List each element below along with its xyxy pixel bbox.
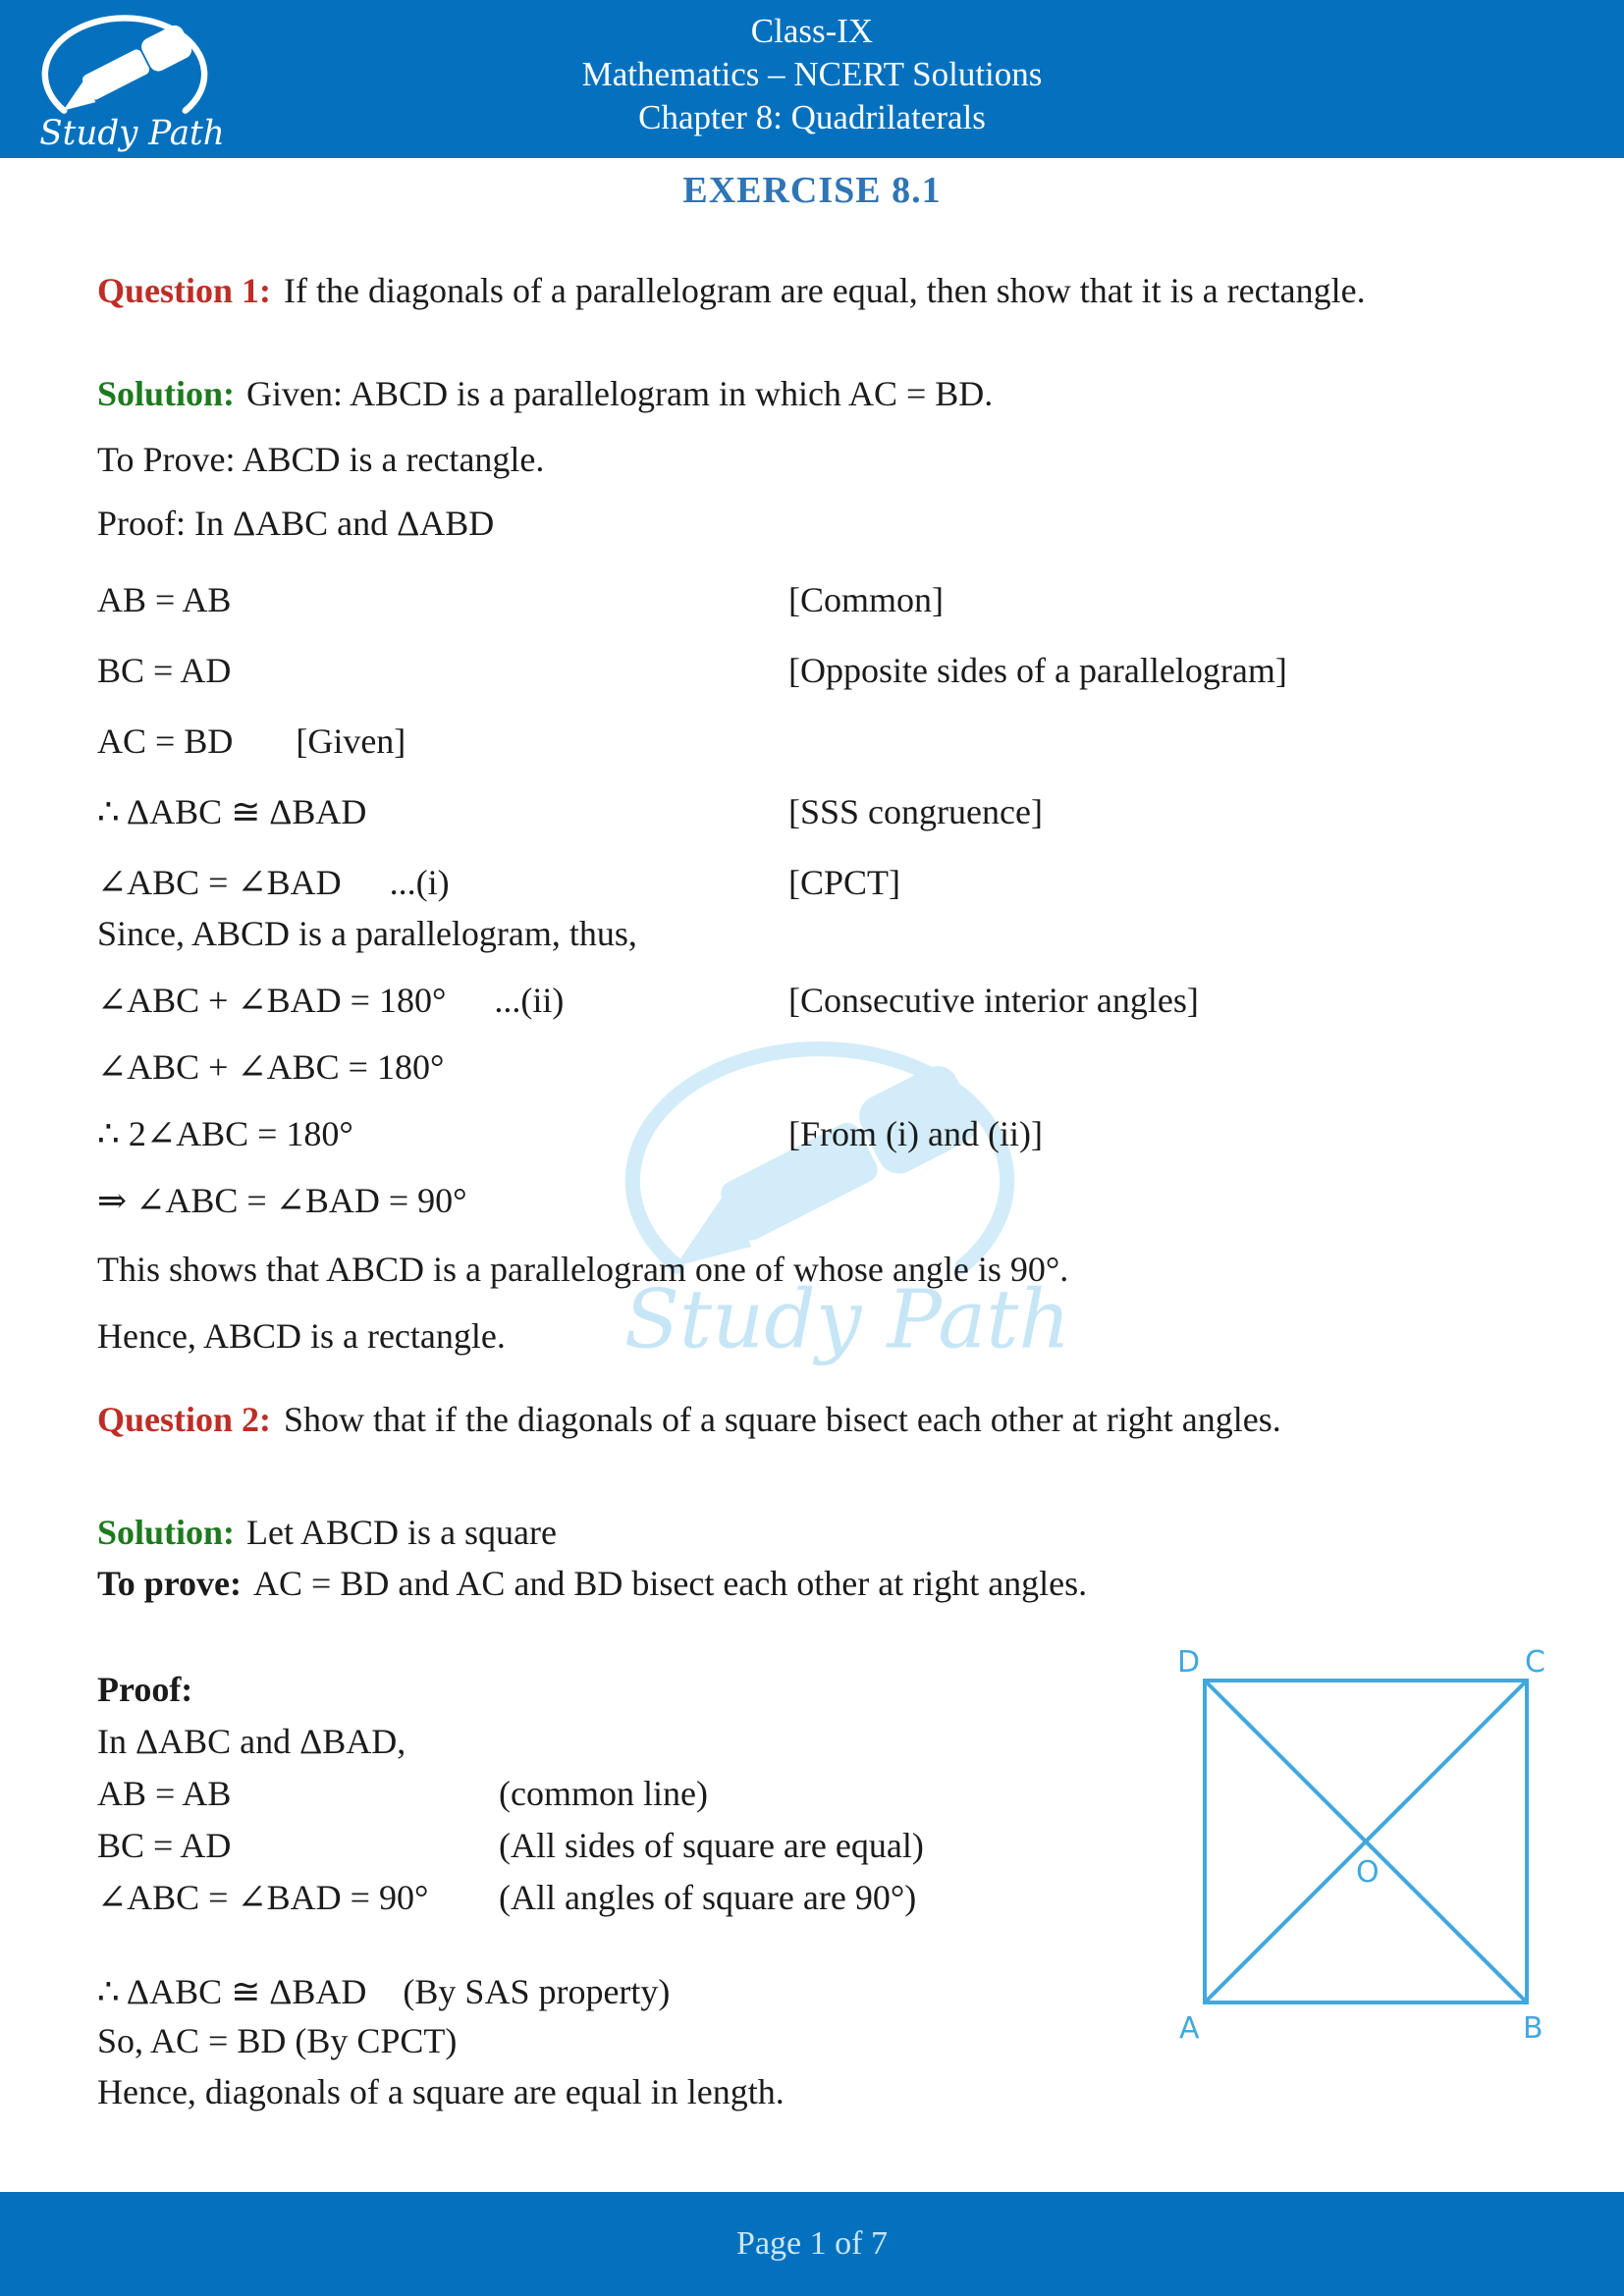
reason: [SSS congruence] (788, 792, 1043, 831)
vertex-label-b: B (1523, 2011, 1543, 2046)
equation: ⇒ ∠ABC = ∠BAD = 90° (97, 1181, 467, 1220)
exercise-title: EXERCISE 8.1 (682, 170, 942, 211)
equation: ∠ABC = ∠BAD = 90° (97, 1878, 429, 1917)
reason: [Consecutive interior angles] (788, 981, 1199, 1020)
question1-label: Question 1: (97, 271, 272, 310)
step-note: ...(ii) (494, 981, 565, 1020)
q2-solution-text: Let ABCD is a square (246, 1513, 557, 1552)
q2-step-row (97, 1825, 924, 1866)
q2-solution-line (97, 1512, 557, 1553)
logo-script-text: Study Path (39, 113, 225, 153)
q1-step-row (97, 980, 1199, 1021)
watermark-script-text: Study Path (623, 1273, 1071, 1367)
question2-line (97, 1399, 1281, 1440)
equation: ∴ ΔABC ≅ ΔBAD (97, 792, 367, 831)
equation: BC = AD (97, 651, 232, 690)
square-diagram (1164, 1625, 1556, 2056)
banner-chapter-line: Chapter 8: Quadrilaterals (638, 98, 986, 136)
q2-cpct-line: So, AC = BD (By CPCT) (97, 2021, 458, 2060)
q2-proof-label-line (97, 1669, 204, 1710)
q1-step-row (97, 721, 406, 762)
equation: AB = AB (97, 1774, 232, 1813)
q2-proof-intro-line: In ΔABC and ΔBAD, (97, 1722, 406, 1761)
banner-class-line: Class-IX (750, 12, 874, 50)
q1-step-row (97, 862, 901, 903)
q1-proof-intro-line: Proof: In ΔABC and ΔABD (97, 504, 495, 543)
question1-line (97, 270, 1366, 311)
equation: ∠ABC + ∠ABC = 180° (97, 1047, 445, 1087)
center-label-o: O (1356, 1855, 1380, 1890)
step-note: [Given] (296, 721, 406, 761)
q2-sas-line (97, 1971, 670, 2012)
q1-conclusion-2: Hence, ABCD is a rectangle. (97, 1316, 506, 1356)
q2-step-row (97, 1773, 708, 1814)
q1-step-row (97, 1046, 444, 1088)
vertex-label-d: D (1177, 1645, 1201, 1680)
equation: BC = AD (97, 1826, 232, 1865)
equation: ∠ABC = ∠BAD (97, 863, 342, 902)
q1-step-row (97, 1180, 467, 1221)
q1-step-row (97, 579, 944, 620)
vertex-label-c: C (1525, 1645, 1545, 1680)
solution-label: Solution: (97, 1513, 236, 1552)
vertex-label-a: A (1179, 2011, 1200, 2046)
equation: ∴ ΔABC ≅ ΔBAD (97, 1972, 367, 2011)
reason: (All sides of square are equal) (499, 1826, 924, 1865)
q1-step-row (97, 650, 1287, 691)
footer-bar (0, 2192, 1624, 2296)
q1-since-line: Since, ABCD is a parallelogram, thus, (97, 914, 637, 953)
q1-solution-line (97, 373, 993, 414)
q1-step-row (97, 1113, 1043, 1154)
q2-step-row (97, 1877, 917, 1918)
reason: [Opposite sides of a parallelogram] (788, 651, 1287, 690)
q2-toprove-line (97, 1563, 1087, 1604)
reason: (All angles of square are 90°) (499, 1878, 917, 1917)
banner-subject-line: Mathematics – NCERT Solutions (581, 55, 1043, 93)
question1-text: If the diagonals of a parallelogram are equal, then show that it is a rectangle. (284, 271, 1366, 310)
equation: AB = AB (97, 580, 232, 619)
reason: [CPCT] (788, 863, 901, 902)
studypath-watermark (565, 1011, 1075, 1394)
solution-label: Solution: (97, 374, 236, 413)
equation: AC = BD (97, 721, 234, 761)
q1-given-text: Given: ABCD is a parallelogram in which AC = BD. (246, 374, 994, 413)
q1-step-row (97, 791, 1043, 832)
reason: (By SAS property) (403, 1972, 671, 2011)
q2-toprove-text: AC = BD and AC and BD bisect each other at right angles. (253, 1564, 1088, 1603)
equation: ∠ABC + ∠BAD = 180° (97, 981, 447, 1020)
q2-toprove-label: To prove: (97, 1564, 243, 1603)
q2-conclusion-line: Hence, diagonals of a square are equal in length. (97, 2072, 785, 2111)
q2-proof-label: Proof: (97, 1670, 193, 1709)
question2-label: Question 2: (97, 1400, 272, 1439)
page-number: Page 1 of 7 (736, 2225, 888, 2262)
step-note: ...(i) (389, 863, 450, 902)
reason: [Common] (788, 580, 944, 619)
reason: [From (i) and (ii)] (788, 1114, 1043, 1153)
reason: (common line) (499, 1774, 708, 1813)
q1-toprove-line: To Prove: ABCD is a rectangle. (97, 440, 545, 479)
header-banner (0, 0, 1624, 158)
question2-text: Show that if the diagonals of a square bisect each other at right angles. (284, 1400, 1281, 1439)
equation: ∴ 2∠ABC = 180° (97, 1114, 353, 1153)
q1-conclusion-1: This shows that ABCD is a parallelogram one of whose angle is 90°. (97, 1250, 1069, 1289)
